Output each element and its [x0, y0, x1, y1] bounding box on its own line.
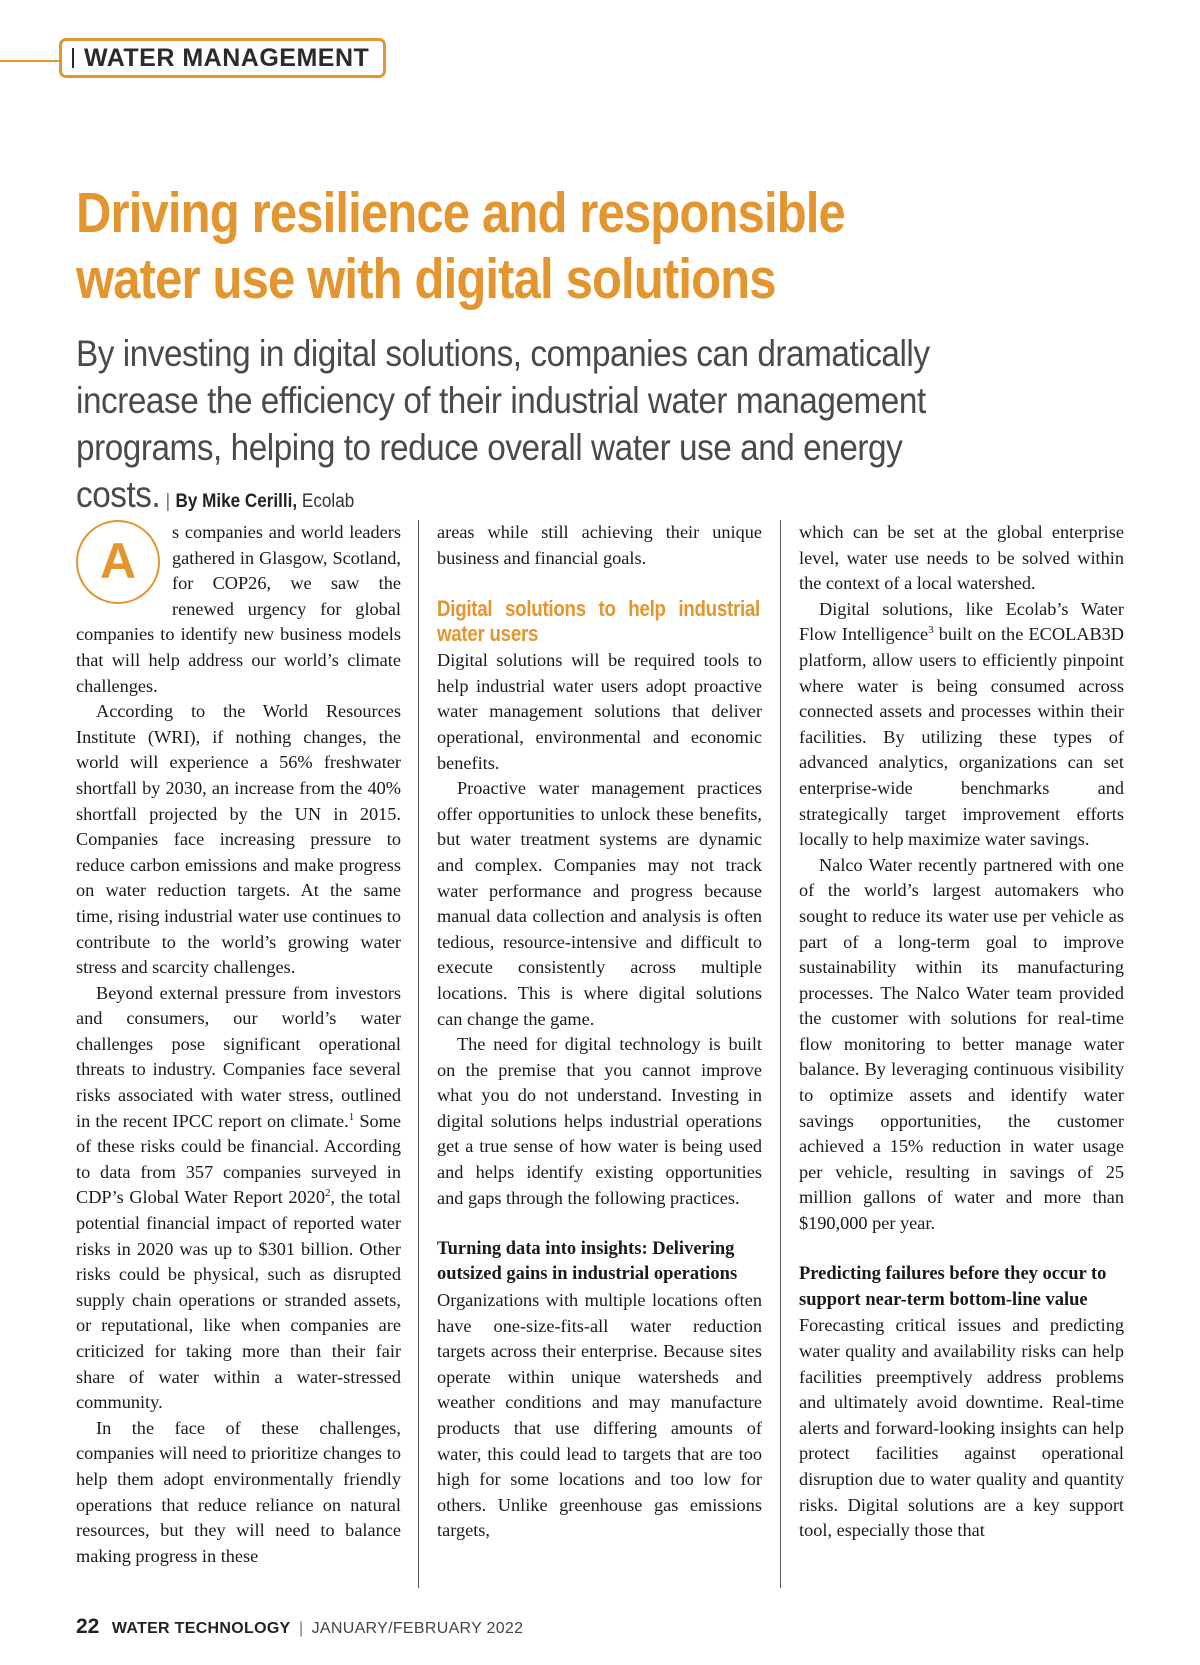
paragraph-text: Some of these risks could be financial. According to data from 357 companies surveyed in CDP’s Global Water Report 2020 [76, 1110, 401, 1208]
article-column-2 [437, 520, 762, 1544]
paragraph-text: , the total potential financial impact of reported water risks in 2020 was up to $301 billion. Other risks could be physical, such as disrupted supply chain operations or stranded assets, or reputational, like when companies are criticized for taking more than their fair share of water within a water-stressed community. [76, 1187, 402, 1413]
footer-separator: | [299, 1620, 304, 1637]
byline-separator: | [165, 491, 171, 512]
issue-date: JANUARY/FEBRUARY 2022 [311, 1620, 524, 1637]
subheading: Predicting failures before they occur to support near-term bottom-line value [799, 1264, 1107, 1310]
subheading: Turning data into insights: Delivering outsized gains in industrial operations [437, 1238, 738, 1285]
paragraph: The need for digital technology is built on the premise that you cannot improve what you do not understand. Investing in digital solutions helps industrial operations get a true sense of how water is being used and helps identify existing opportunities and gaps through the following practices. [437, 1034, 762, 1208]
headline: Driving resilience and responsible water use with digital solutions [76, 181, 845, 311]
magazine-name: WATER TECHNOLOGY [111, 1620, 291, 1637]
byline [160, 491, 354, 512]
footnote-ref: 2 [324, 1187, 331, 1200]
paragraph: Nalco Water recently partnered with one of the world’s largest automakers who sought to reduce its water use per vehicle as part of a long-term goal to improve sustainability within its manufacturing processes. The Nalco Water team provided the customer with solutions for real-time flow monitoring to better manage water balance. By leveraging continuous visibility to optimize assets and identify water savings opportunities, the customer achieved a 15% reduction in water usage per vehicle, resulting in savings of 25 million gallons of water and more than $190,000 per year. [799, 854, 1124, 1234]
paragraph: Forecasting critical issues and predicting water quality and availability risks can help facilities preemptively address problems and ultimately avoid downtime. Real-time alerts and forward-looking insights can help protect facilities against operational disruption due to water quality and quantity risks. Digital solutions are a key support tool, especially those that [799, 1315, 1124, 1541]
section-label [59, 38, 386, 78]
paragraph-text: built on the ECOLAB3D platform, allow users to efficiently pinpoint where water is being consumed across connected assets and processes within their facilities. By utilizing these types of advanced analytics, organizations can set enterprise-wide benchmarks and strategically target improvement efforts locally to help maximize water savings. [799, 624, 1124, 850]
footnote-ref: 1 [348, 1110, 355, 1123]
page-footer [76, 1615, 523, 1639]
drop-cap: A [76, 520, 160, 604]
paragraph [799, 597, 1124, 853]
deck-text: By investing in digital solutions, companies can dramatically increase the efficiency of their industrial water management programs, helping to reduce overall water use and energy costs. [76, 333, 930, 515]
paragraph-text: Digital solutions, like Ecolab’s Water Flow Intelligence [799, 598, 1124, 645]
byline-organization: Ecolab [301, 491, 355, 512]
column-rule [418, 520, 419, 1588]
paragraph: In the face of these challenges, companies will need to prioritize changes to help them adopt environmentally friendly operations that reduce reliance on natural resources, but they will need to balance making progress in these [76, 1417, 401, 1566]
paragraph: s companies and world leaders gathered in Glasgow, Scotland, for COP26, we saw the renewed urgency for global companies to identify new business models that will help address our world’s climate challenges. [76, 522, 401, 696]
section-label-text: WATER MANAGEMENT [84, 43, 370, 72]
paragraph: which can be set at the global enterprise level, water use needs to be solved within the context of a local watershed. [799, 522, 1124, 594]
paragraph: Proactive water management practices offer opportunities to unlock these benefits, but water treatment systems are dynamic and complex. Companies may not track water performance and progress because manual data collection and analysis is often tedious, resource-intensive and difficult to execute consistently across multiple locations. This is where digital solutions can change the game. [437, 778, 762, 1029]
paragraph: According to the World Resources Institute (WRI), if nothing changes, the world will experience a 56% freshwater shortfall by 2030, an increase from the 40% shortfall projected by the UN in 2015. Companies face increasing pressure to reduce carbon emissions and make progress on water reduction targets. At the same time, rising industrial water use continues to contribute to the world’s growing water stress and scarcity challenges. [76, 701, 401, 978]
section-label-bar [72, 48, 74, 68]
section-rule [0, 60, 62, 62]
paragraph: Organizations with multiple locations often have one-size-fits-all water reduction targets across their enterprise. Because sites operate within unique watersheds and weather conditions and may manufacture products that use differing amounts of water, this could lead to targets that are too high for some locations and too low for others. Unlike greenhouse gas emissions targets, [437, 1290, 762, 1541]
article-column-1 [76, 520, 401, 1569]
deck [76, 330, 1057, 525]
paragraph: Digital solutions will be required tools to help industrial water users adopt proactive water management solutions that deliver operational, environmental and economic benefits. [437, 650, 762, 773]
article-column-3 [799, 520, 1124, 1544]
byline-author: By Mike Cerilli, [175, 491, 298, 512]
paragraph: areas while still achieving their unique business and financial goals. [437, 522, 762, 568]
paragraph [76, 981, 401, 1416]
footnote-ref: 3 [928, 624, 934, 637]
column-rule [780, 520, 781, 1588]
paragraph-text: Beyond external pressure from investors and consumers, our world’s water challenges pose significant operational threats to industry. Companies face several risks associated with water stress, outlined in the recent IPCC report on climate. [76, 982, 401, 1131]
page-number: 22 [76, 1615, 100, 1638]
subheading: Digital solutions to help industrial water users [437, 596, 760, 647]
